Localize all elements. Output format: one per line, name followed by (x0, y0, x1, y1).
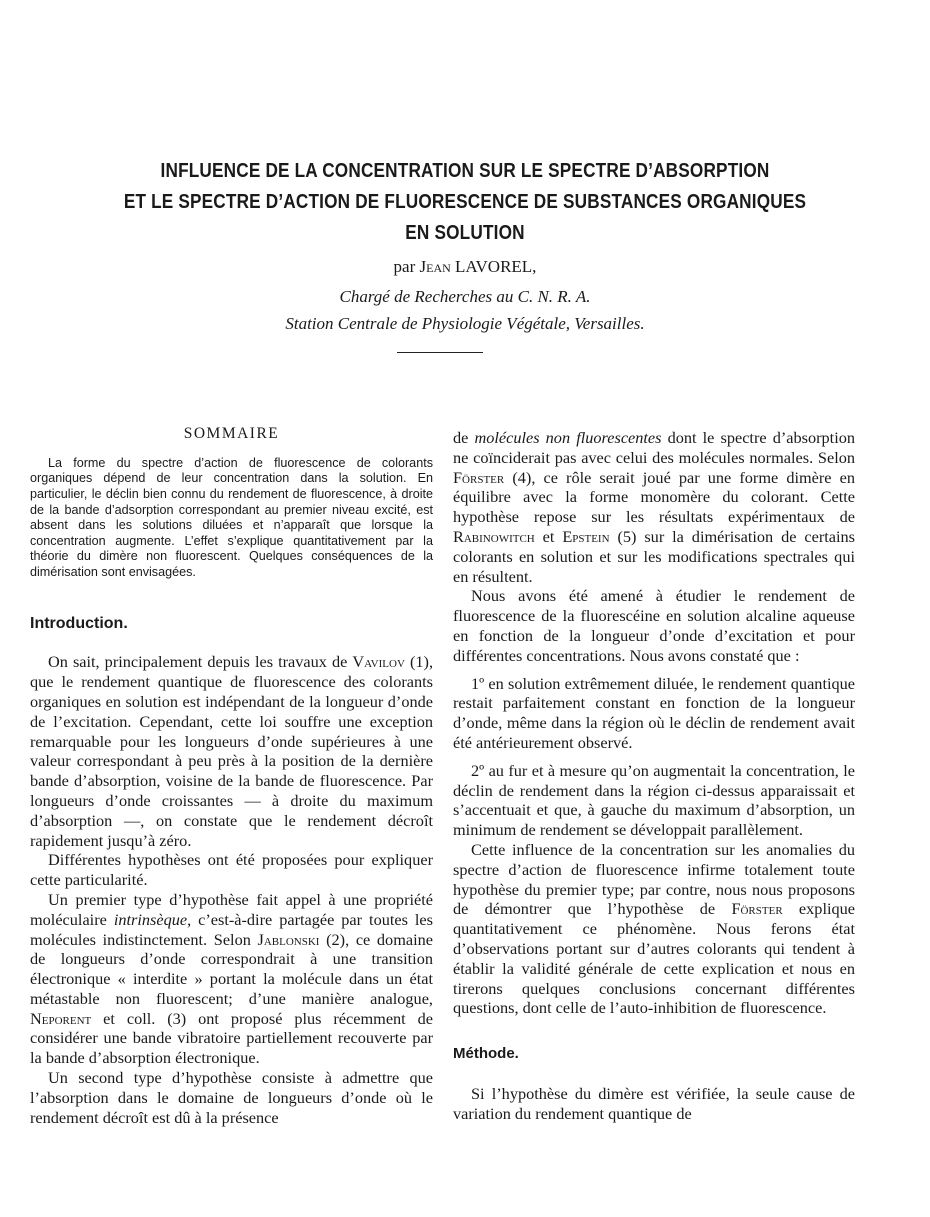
text-run: , que le rendement quantique de fluorescence des colorants organiques en solution est indépendant de la longueur d’onde de l’excitation. Cependant, cette loi souffre une exception remarquable pour les longueurs d’onde supérieures à une valeur correspondant à peu près à la position de la dernière bande d’absorption, voisine de la bande de fluorescence. Par longueurs d’onde croissantes — à droite du maximum d’absorption —, on constate que le rendement décroît rapidement jusqu’à zéro. (30, 652, 434, 850)
article-title (65, 156, 865, 249)
author-ref-forster-2: Förster (731, 899, 783, 919)
intro-paragraph-4: Un second type d’hypothèse consiste à admettre que l’absorption dans le domaine de longueurs d’onde où le rendement décroît est dû à la présence (30, 1068, 433, 1127)
author-line (0, 257, 930, 277)
ref-1: (1) (409, 652, 429, 672)
text-run: dont le spectre d’absorption ne coïnciderait pas avec celui des molécules normales. Selon (453, 428, 855, 467)
author-prefix: par (393, 257, 420, 276)
intro-paragraph-6: Nous avons été amené à étudier le rendement de fluorescence de la fluorescéine en solution alcaline aqueuse en fonction de la longueur d’onde d’excitation et pour différentes concentrations. Nous avons constaté que : (453, 586, 855, 665)
author-first-name: Jean (419, 257, 451, 276)
text-run: sur la dimérisation de certains colorants en solution et sur les modifications spectrales qui en résultent. (453, 526, 855, 586)
author-ref-jablonski: Jablonski (257, 929, 320, 949)
text-run: , c’est-à-dire partagée par toutes les molécules indistinctement. Selon (30, 909, 433, 949)
emphasis-intrinseque: intrinsèque (113, 909, 188, 929)
intro-paragraph-1 (30, 652, 433, 850)
sommaire-text: La forme du spectre d’action de fluorescence de colorants organiques dépend de leur concentration dans la solution. En particulier, le déclin bien connu du rendement de fluorescence, à droite de la bande d’adsorption correspondant au premier niveau excité, est absent dans les solutions diluées et n’apparaît que lorsque la concentration augmente. L’effet s’explique quantitativement par la théorie du dimère non fluorescent. Quelques conséquences de la dimérisation sont envisagées. (30, 455, 433, 579)
emphasis-molecules: molécules non fluorescentes (474, 428, 662, 447)
title-line-2: ET LE SPECTRE D’ACTION DE FLUORESCENCE DE SUBSTANCES ORGANIQUES (123, 191, 807, 213)
sommaire-heading: SOMMAIRE (183, 425, 280, 442)
methode-heading: Méthode. (453, 1045, 519, 1063)
text-run: et (534, 526, 563, 546)
text-run: ont proposé plus récemment de considérer une bande vibratoire partiellement recouverte par la bande d’absorption électronique. (30, 1008, 433, 1068)
author-ref-forster: Förster (453, 467, 505, 487)
title-line-3: EN SOLUTION (405, 222, 525, 244)
left-column (30, 424, 433, 1127)
text-run: On sait, principalement depuis les travaux de (48, 652, 353, 672)
text-run: explique quantitativement ce phénomène. Nous ferons état d’observations portant sur d’autres colorants qui tendent à établir la validité générale de cette explication et nous en tirerons quelques conclusions concernant différentes questions, dont celle de l’auto-inhibition de fluorescence. (453, 899, 855, 1018)
introduction-heading: Introduction. (30, 614, 128, 632)
author-ref-epstein: Epstein (562, 526, 610, 546)
ref-2: (2) (326, 929, 346, 949)
intro-paragraph-5 (453, 428, 855, 586)
text-run: et coll. (91, 1008, 168, 1028)
affiliation-institution: Station Centrale de Physiologie Végétale, Versailles. (285, 314, 645, 333)
ref-4: (4) (512, 467, 532, 487)
right-column (453, 428, 855, 1124)
title-separator-rule (397, 352, 483, 353)
author-ref-neporent: Neporent (30, 1008, 92, 1028)
text-run: , ce domaine de longueurs d’onde correspondrait à une transition électronique « interdite » portant la molécule dans un état métastable non fluorescent; d’une manière analogue, (30, 929, 433, 1008)
intro-paragraph-2: Différentes hypothèses ont été proposées pour expliquer cette particularité. (30, 850, 433, 890)
author-ref-vavilov: Vavilov (352, 652, 405, 672)
intro-paragraph-3 (30, 890, 433, 1068)
author-last-name: LAVOREL, (450, 257, 537, 276)
ref-5: (5) (617, 526, 637, 546)
ref-3: (3) (167, 1008, 187, 1028)
intro-paragraph-8: 2º au fur et à mesure qu’on augmentait la concentration, le déclin de rendement dans la région ci-dessus apparaissait et s’accentuait et que, à gauche du maximum d’absorption, un minimum de rendement se développait parallèlement. (453, 760, 855, 840)
text-run: Un premier type d’hypothèse fait appel à une propriété moléculaire (30, 889, 433, 929)
author-ref-rabinowitch: Rabinowitch (453, 526, 535, 546)
text-run: de (453, 428, 475, 447)
methode-paragraph-1: Si l’hypothèse du dimère est vérifiée, la seule cause de variation du rendement quantique de (453, 1083, 855, 1123)
affiliation-title: Chargé de Recherches au C. N. R. A. (339, 287, 591, 306)
text-run: Cette influence de la concentration sur les anomalies du spectre d’action de fluorescence infirme totalement toute hypothèse du premier type; par contre, nous nous proposons de démontrer que l’hypothèse de (453, 839, 855, 919)
intro-paragraph-7: 1º en solution extrêmement diluée, le rendement quantique restait parfaitement constant en fonction de la longueur d’onde, même dans la région où le déclin de rendement avait été antérieurement observé. (453, 673, 855, 752)
title-line-1: INFLUENCE DE LA CONCENTRATION SUR LE SPECTRE D’ABSORPTION (160, 160, 770, 182)
intro-paragraph-9 (453, 840, 855, 1018)
text-run: , ce rôle serait joué par une forme dimère en équilibre avec la forme monomère du colorant. Cette hypothèse repose sur les résultats expérimentaux de (453, 467, 855, 527)
